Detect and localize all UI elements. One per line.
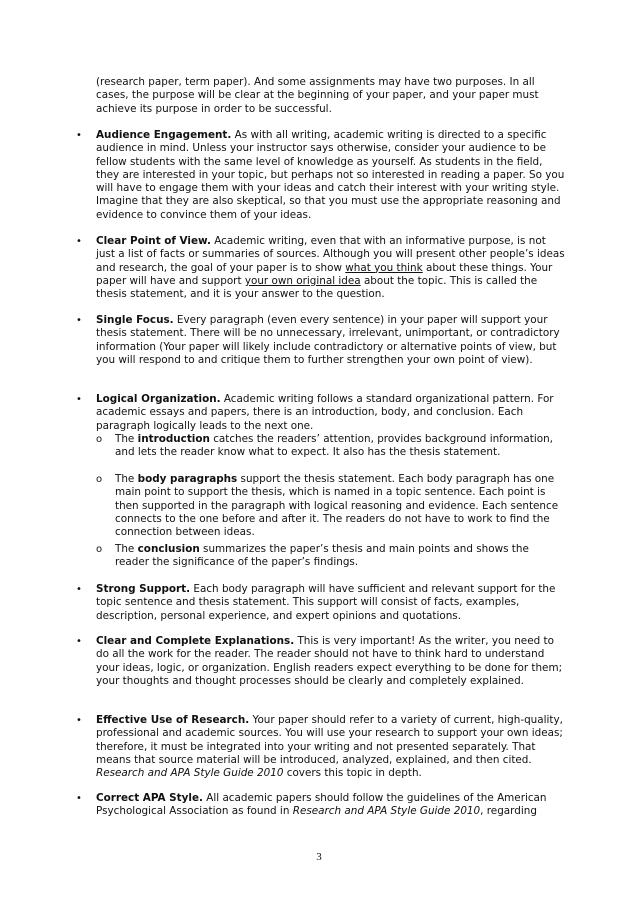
list-item-clear-point-of-view [96, 235, 566, 301]
bullet-marker: • [76, 715, 82, 726]
item-title: Clear and Complete Explanations. [96, 635, 295, 647]
list-item-clear-complete-explanations [96, 635, 566, 688]
sub-item-introduction [115, 433, 566, 460]
book-title: Research and APA Style Guide 2010 [292, 805, 481, 818]
underlined-phrase: what you think [345, 261, 423, 274]
item-text: , regarding [480, 805, 537, 818]
sub-item-text: The [115, 543, 138, 555]
item-text: about these things. Your paper will have and support [96, 261, 553, 287]
sub-item-term: conclusion [137, 543, 200, 555]
sub-item-term: body paragraphs [137, 473, 238, 485]
list-item-audience-engagement [96, 129, 566, 222]
sub-item-text: summarizes the paper’s thesis and main points and shows the reader the significance of the paper’s findings. [115, 543, 529, 569]
item-text: Academic writing follows a standard organizational pattern. For academic essays and papers, there is an introduction, body, and conclusion. Each paragraph logically leads to the next one. [96, 393, 554, 432]
item-text: Your paper should refer to a variety of current, high-quality, professional and academic sources. You will use your research to support your own ideas; therefore, it must be integrated into your writing and not presented separately. That means that source material will be introduced, analyzed, explained, and then cited. [96, 714, 563, 766]
item-title: Logical Organization. [96, 393, 221, 405]
item-text: Every paragraph (even every sentence) in your paper will support your thesis statement. There will be no unnecessary, irrelevant, unimportant, or contradictory information (Your paper will likely include contradictory or alternative points of view, but you will respond to and critique them to further strengthen your own point of view). [96, 314, 560, 366]
item-title: Audience Engagement. [96, 129, 232, 141]
bullet-marker: • [76, 315, 82, 326]
sub-item-term: introduction [137, 433, 210, 445]
item-text: As with all writing, academic writing is directed to a specific audience in mind. Unless your instructor says otherwise, consider your audience to be fellow students with the same level of knowledge as yourself. As students in the field, they are interested in your topic, but perhaps not so interested in reading a paper. So you will have to engage them with your ideas and catch their interest with your writing style. Imagine that they are also skeptical, so that you must use the appropriate reasoning and evidence to convince them of your ideas. [96, 129, 565, 221]
page-number: 3 [316, 851, 322, 863]
list-item-effective-use-of-research [96, 714, 566, 780]
sub-item-text: catches the readers’ attention, provides background information, and lets the reader know what to expect. It also has the thesis statement. [115, 433, 553, 459]
sub-bullet-marker: o [96, 434, 103, 445]
bullet-marker: • [76, 636, 82, 647]
sub-item-text: The [115, 433, 138, 445]
bullet-marker: • [76, 130, 82, 141]
bullet-marker: • [76, 584, 82, 595]
list-item-logical-organization [96, 393, 566, 433]
sub-bullet-marker: o [96, 544, 103, 555]
book-title: Research and APA Style Guide 2010 [96, 767, 284, 780]
item-title: Effective Use of Research. [96, 714, 250, 726]
item-text: This is very important! As the writer, you need to do all the work for the reader. The reader should not have to think hard to understand your ideas, logic, or organization. English readers expect everything to be done for them; your thoughts and thought processes should be clearly and completely explained. [96, 635, 563, 687]
bullet-marker: • [76, 394, 82, 405]
sub-item-conclusion [115, 543, 566, 570]
item-title: Strong Support. [96, 583, 191, 595]
list-item-single-focus [96, 314, 566, 367]
sub-bullet-marker: o [96, 474, 103, 485]
item-text: Each body paragraph will have sufficient and relevant support for the topic sentence and thesis statement. This support will consist of facts, examples, description, personal experience, and expert opinions and quotations. [96, 583, 556, 622]
item-title: Correct APA Style. [96, 792, 203, 804]
bullet-marker: • [76, 793, 82, 804]
item-text: covers this topic in depth. [283, 767, 422, 780]
intro-paragraph: (research paper, term paper). And some assignments may have two purposes. In all cases, the purpose will be clear at the beginning of your paper, and your paper must achieve its purpose in order to be successful. [96, 76, 539, 115]
item-title: Single Focus. [96, 314, 174, 326]
item-title: Clear Point of View. [96, 235, 211, 247]
sub-item-body-paragraphs [115, 473, 566, 539]
list-item-strong-support [96, 583, 566, 623]
list-item-correct-apa-style [96, 792, 566, 819]
item-text: about the topic. This is called the thesis statement, and it is your answer to the question. [96, 274, 538, 301]
sub-item-text: support the thesis statement. Each body paragraph has one main point to support the thesis, which is named in a topic sentence. Each point is then supported in the paragraph with logical reasoning and evidence. Each sentence connects to the one before and after it. The readers do not have to work to find the connection between ideas. [115, 473, 559, 539]
underlined-phrase: your own original idea [244, 274, 361, 287]
sub-item-text: The [115, 473, 138, 485]
item-text: Academic writing, even that with an informative purpose, is not just a list of facts or summaries of sources. Although you will present other people’s ideas and research, the goal of your paper is to show [96, 235, 565, 274]
bullet-marker: • [76, 236, 82, 247]
item-text: All academic papers should follow the guidelines of the American Psychological Association as found in [96, 792, 547, 818]
